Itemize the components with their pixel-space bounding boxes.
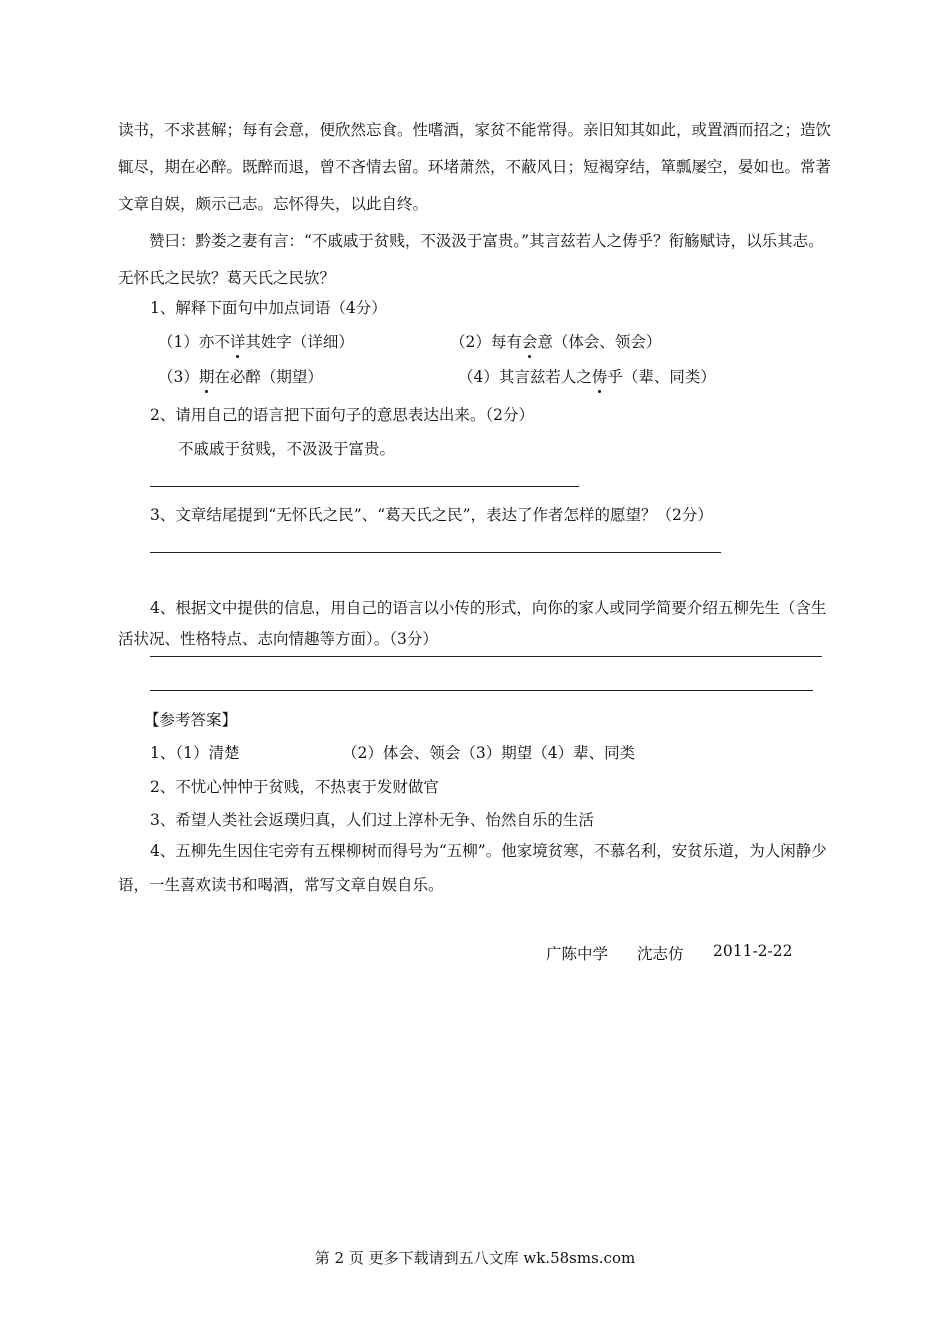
item-text: （2）每有	[450, 333, 522, 351]
question-2-sentence: 不戚戚于贫贱，不汲汲于富贵。	[178, 440, 396, 458]
signature-school: 广陈中学	[546, 945, 609, 963]
item-text: （4）其言兹若人之	[458, 368, 592, 386]
question-1-title: 1、解释下面句中加点词语（4分）	[150, 299, 387, 317]
question-4-title: 4、根据文中提供的信息，用自己的语言以小传的形式，向你的家人或同学简要介绍五柳先生（含生活状况、性格特点、志向情趣等方面）。（3分）	[118, 599, 827, 648]
answer-line	[150, 690, 813, 691]
answer-4	[118, 834, 834, 902]
item-text: （1）亦不	[158, 333, 230, 351]
item-text: 在必醉（期望）	[214, 368, 323, 386]
item-text: 乎（辈、同类）	[607, 368, 716, 386]
passage-paragraph-1: 读书，不求甚解；每有会意，便欣然忘食。性嗜酒，家贫不能常得。亲旧知其如此，或置酒而招之；造饮辄尽，期在必醉。既醉而退，曾不吝情去留。环堵萧然，不蔽风日；短褐穿结，箪瓢屡空，晏如也。常著文章自娱，颇示己志。忘怀得失，以此自终。	[118, 121, 832, 213]
classical-passage	[118, 112, 834, 297]
answer-line	[150, 656, 822, 657]
dotted-word: 期	[198, 368, 215, 386]
item-text: （3）	[158, 368, 199, 386]
question-1-item-4	[458, 365, 716, 387]
answer-1-part-2: （2）体会、领会（3）期望（4）辈、同类	[342, 744, 636, 762]
answer-line	[150, 486, 579, 487]
answer-line	[150, 552, 721, 553]
answers-heading: 【参考答案】	[144, 711, 238, 729]
question-2-title: 2、请用自己的语言把下面句子的意思表达出来。（2分）	[150, 406, 534, 424]
signature-author: 沈志仿	[637, 945, 684, 963]
dotted-word: 俦	[591, 368, 608, 386]
answer-3: 3、希望人类社会返璞归真，人们过上淳朴无争、怡然自乐的生活	[150, 811, 594, 829]
question-3-title: 3、文章结尾提到“无怀氏之民”、“葛天氏之民”，表达了作者怎样的愿望？（2分）	[150, 506, 713, 524]
answer-2: 2、不忧心忡忡于贫贱，不热衷于发财做官	[150, 778, 439, 796]
signature-date: 2011-2-22	[713, 942, 793, 960]
question-1-item-3	[158, 365, 323, 387]
question-1-item-2	[450, 330, 661, 352]
dotted-word: 会	[521, 333, 538, 351]
item-text: 其姓字（详细）	[245, 333, 354, 351]
question-4	[118, 593, 834, 655]
answer-1-part-1: 1、（1）清楚	[150, 744, 240, 762]
answer-4-text: 4、五柳先生因住宅旁有五棵柳树而得号为“五柳”。他家境贫寒，不慕名利，安贫乐道，为人闲静少语，一生喜欢读书和喝酒，常写文章自娱自乐。	[118, 842, 827, 894]
dotted-word: 详	[229, 333, 246, 351]
passage-paragraph-2: 赞曰：黔娄之妻有言：“不戚戚于贫贱，不汲汲于富贵。”其言兹若人之俦乎？衔觞赋诗，以乐其志。无怀氏之民欤？葛天氏之民欤？	[118, 232, 824, 287]
item-text: 意（体会、领会）	[537, 333, 662, 351]
question-1-item-1	[158, 330, 354, 352]
page-footer: 第 2 页 更多下载请到五八文库 wk.58sms.com	[314, 1249, 636, 1267]
